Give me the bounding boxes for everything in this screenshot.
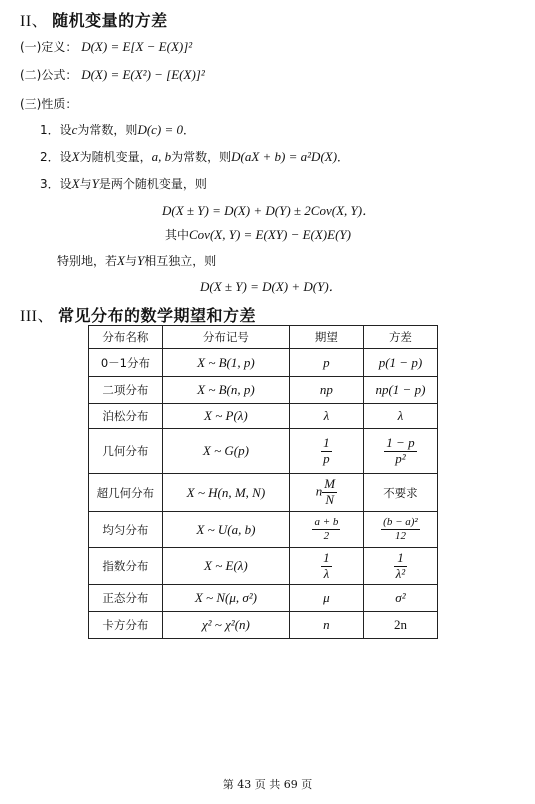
dist-name: 几何分布 <box>89 429 163 474</box>
special-case-var-x: X <box>117 253 125 268</box>
dist-notation: X ~ U(a, b) <box>162 512 289 548</box>
table-row <box>89 404 438 429</box>
table-row <box>89 429 438 474</box>
definition-label: (一)定义： <box>20 40 78 54</box>
table-header-row <box>89 326 438 349</box>
property-3-formula-line <box>162 200 375 219</box>
dist-name: 正态分布 <box>89 585 163 612</box>
properties-label: (三)性质： <box>20 97 78 111</box>
property-3 <box>40 175 207 192</box>
fraction-numerator: 1 <box>323 549 330 565</box>
fraction-denominator: p <box>323 450 330 466</box>
fraction-denominator: p² <box>395 450 406 466</box>
dist-name: 卡方分布 <box>89 612 163 639</box>
table-row <box>89 548 438 585</box>
table-row <box>89 474 438 512</box>
definition-line <box>20 38 192 55</box>
dist-mean <box>289 429 363 474</box>
property-2-prefix: 2．设 <box>40 150 72 164</box>
fraction-denominator: 2 <box>323 530 330 542</box>
dist-mean: n <box>289 612 363 639</box>
fraction-denominator: N <box>325 492 334 507</box>
fraction-numerator: 1 <box>394 551 408 567</box>
fraction-numerator: M <box>324 476 336 492</box>
property-1-prefix: 1．设 <box>40 123 72 137</box>
property-1-text: 为常数，则 <box>77 123 138 137</box>
dist-notation: X ~ H(n, M, N) <box>162 474 289 512</box>
header-notation: 分布记号 <box>162 326 289 349</box>
property-3-formula: D(X ± Y) = D(X) + D(Y) ± 2Cov(X, Y) <box>162 203 363 218</box>
dist-mean <box>289 548 363 585</box>
variance-fraction <box>384 436 416 467</box>
variance-formula: D(X) = E(X²) − [E(X)]² <box>81 67 205 82</box>
section-2-title: 随机变量的方差 <box>52 11 168 30</box>
fraction-numerator: 1 <box>323 434 330 450</box>
definition-formula: D(X) = E[X − E(X)]² <box>81 39 193 54</box>
table-row <box>89 377 438 404</box>
covariance-line <box>165 226 351 243</box>
dist-notation: χ² ~ χ²(n) <box>162 612 289 639</box>
section-3-heading <box>20 303 256 326</box>
dist-name: 指数分布 <box>89 548 163 585</box>
property-1-var: c <box>71 122 78 137</box>
property-2-constants: a, b <box>151 149 172 164</box>
mean-prefix: n <box>315 483 323 499</box>
fraction-denominator: 12 <box>394 530 406 542</box>
property-2 <box>40 148 349 165</box>
dist-mean: μ <box>289 585 363 612</box>
dist-notation: X ~ B(n, p) <box>162 377 289 404</box>
mean-fraction <box>321 551 332 582</box>
special-case-formula-end: ． <box>328 279 342 294</box>
special-case-prefix: 特别地，若 <box>57 254 118 268</box>
special-case-and: 与 <box>124 254 137 268</box>
special-case-formula-line <box>200 276 342 295</box>
dist-notation: X ~ E(λ) <box>162 548 289 585</box>
header-name: 分布名称 <box>89 326 163 349</box>
distribution-table <box>88 325 438 639</box>
dist-variance <box>363 429 437 474</box>
header-mean: 期望 <box>289 326 363 349</box>
property-3-text: 是两个随机变量，则 <box>98 177 207 191</box>
formula-label: (二)公式： <box>20 68 78 82</box>
dist-name: 均匀分布 <box>89 512 163 548</box>
dist-variance: p(1 − p) <box>363 349 437 377</box>
page-footer: 第 43 页 共 69 页 <box>222 778 313 791</box>
fraction-numerator: a + b <box>314 516 339 529</box>
property-2-text: 为随机变量， <box>79 150 152 164</box>
dist-mean <box>289 474 363 512</box>
dist-name: 泊松分布 <box>89 404 163 429</box>
property-2-formula: D(aX + b) = a²D(X) <box>231 149 338 164</box>
property-2-var: X <box>71 149 80 164</box>
property-3-and: 与 <box>79 177 92 191</box>
dist-name: 超几何分布 <box>89 474 163 512</box>
section-3-title: 常见分布的数学期望和方差 <box>58 306 257 325</box>
dist-variance <box>363 512 437 548</box>
dist-variance: λ <box>363 404 437 429</box>
special-case-text: 相互独立，则 <box>144 254 217 268</box>
variance-fraction <box>394 551 408 582</box>
table-row <box>89 512 438 548</box>
mean-fraction <box>312 516 340 542</box>
dist-variance <box>363 548 437 585</box>
mean-fraction <box>321 436 332 467</box>
dist-notation: X ~ B(1, p) <box>162 349 289 377</box>
property-1-formula: D(c) = 0 <box>137 122 184 137</box>
fraction-numerator: (b − a)² <box>383 516 418 529</box>
section-2-number: II、 <box>20 13 49 30</box>
special-case-formula: D(X ± Y) = D(X) + D(Y) <box>200 279 329 294</box>
header-variance: 方差 <box>363 326 437 349</box>
special-case <box>57 252 216 269</box>
fraction-numerator: 1 − p <box>386 434 415 450</box>
dist-mean: np <box>289 377 363 404</box>
property-3-var-y: Y <box>91 176 99 191</box>
covariance-label: 其中 <box>165 228 190 242</box>
table-row <box>89 612 438 639</box>
dist-variance: np(1 − p) <box>363 377 437 404</box>
dist-notation: X ~ G(p) <box>162 429 289 474</box>
fraction-denominator: λ <box>323 565 330 581</box>
property-2-end: ． <box>337 150 350 164</box>
mean-fraction <box>322 477 337 508</box>
special-case-var-y: Y <box>136 253 145 268</box>
dist-variance: σ² <box>363 585 437 612</box>
table-row <box>89 349 438 377</box>
dist-variance: 不要求 <box>363 474 437 512</box>
formula-line <box>20 66 205 83</box>
variance-fraction <box>381 516 420 542</box>
dist-variance: 2n <box>363 612 437 639</box>
covariance-formula: Cov(X, Y) = E(XY) − E(X)E(Y) <box>189 227 351 242</box>
dist-mean: p <box>289 349 363 377</box>
fraction-denominator: λ² <box>395 565 406 581</box>
dist-name: 二项分布 <box>89 377 163 404</box>
property-1-end: ． <box>183 123 196 137</box>
dist-notation: X ~ P(λ) <box>162 404 289 429</box>
property-3-formula-end: ． <box>362 203 376 218</box>
property-2-text-2: 为常数，则 <box>171 150 232 164</box>
dist-notation: X ~ N(μ, σ²) <box>162 585 289 612</box>
table-row <box>89 585 438 612</box>
dist-name: 0－1分布 <box>89 349 163 377</box>
section-3-number: III、 <box>20 308 54 325</box>
section-2-heading <box>20 8 168 31</box>
property-3-var-x: X <box>71 176 80 191</box>
dist-mean <box>289 512 363 548</box>
property-1 <box>40 121 195 138</box>
dist-mean: λ <box>289 404 363 429</box>
property-3-prefix: 3．设 <box>40 177 72 191</box>
